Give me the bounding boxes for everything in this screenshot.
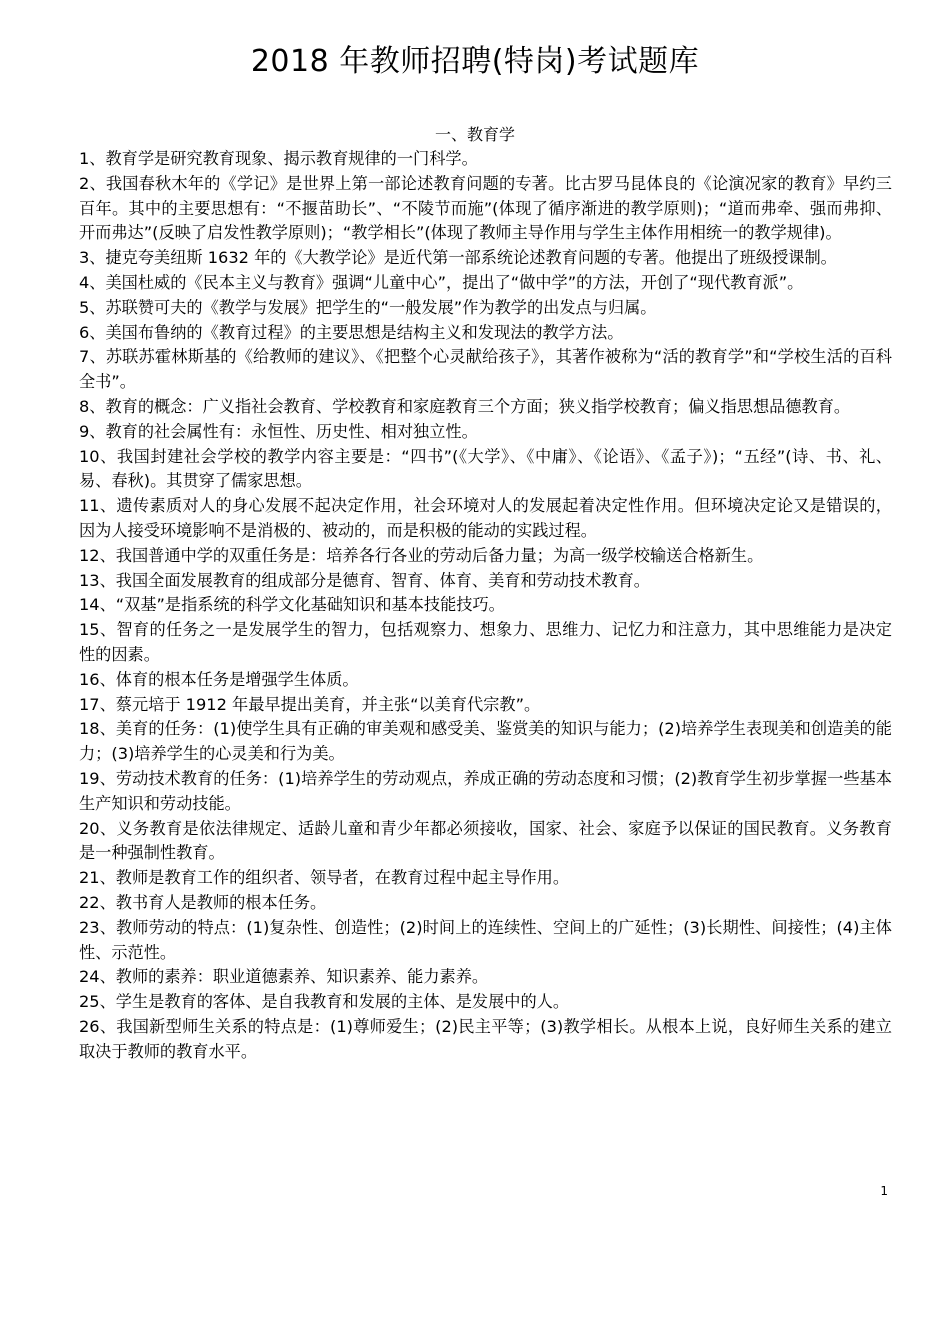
list-item: 22、教书育人是教师的根本任务。 [79, 892, 327, 912]
list-item: 4、美国杜威的《民本主义与教育》强调“儿童中心”，提出了“做中学”的方法，开创了“现代教育派”。 [79, 272, 804, 292]
page-title: 2018 年教师招聘(特岗)考试题库 [250, 44, 700, 79]
list-item: 19、劳动技术教育的任务：(1)培养学生的劳动观点，养成正确的劳动态度和习惯；(2)教育学生初步掌握一些基本生产知识和劳动技能。 [79, 768, 892, 813]
list-item: 23、教师劳动的特点：(1)复杂性、创造性；(2)时间上的连续性、空间上的广延性；(3)长期性、间接性；(4)主体性、示范性。 [79, 917, 892, 962]
list-item: 3、捷克夸美纽斯 1632 年的《大教学论》是近代第一部系统论述教育问题的专著。他提出了班级授课制。 [79, 248, 837, 268]
section-heading: 一、教育学 [434, 125, 515, 144]
list-item: 6、美国布鲁纳的《教育过程》的主要思想是结构主义和发现法的教学方法。 [79, 322, 624, 342]
list-item: 20、义务教育是依法律规定、适龄儿童和青少年都必须接收，国家、社会、家庭予以保证的国民教育。义务教育是一种强制性教育。 [79, 818, 892, 863]
list-item: 14、“双基”是指系统的科学文化基础知识和基本技能技巧。 [79, 595, 505, 615]
list-item: 26、我国新型师生关系的特点是：(1)尊师爱生；(2)民主平等；(3)教学相长。从根本上说，良好师生关系的建立取决于教师的教育水平。 [79, 1016, 892, 1061]
list-item: 24、教师的素养：职业道德素养、知识素养、能力素养。 [79, 967, 489, 987]
list-item: 13、我国全面发展教育的组成部分是德育、智育、体育、美育和劳动技术教育。 [79, 570, 650, 590]
list-item: 5、苏联赞可夫的《教学与发展》把学生的“一般发展”作为教学的出发点与归属。 [79, 297, 657, 317]
list-item: 9、教育的社会属性有：永恒性、历史性、相对独立性。 [79, 421, 478, 441]
question-list [79, 147, 892, 1064]
list-item: 11、遗传素质对人的身心发展不起决定作用，社会环境对人的发展起着决定性作用。但环境决定论又是错误的，因为人接受环境影响不是消极的、被动的，而是积极的能动的实践过程。 [79, 496, 892, 540]
list-item: 15、智育的任务之一是发展学生的智力，包括观察力、想象力、思维力、记忆力和注意力，其中思维能力是决定性的因素。 [79, 620, 892, 664]
list-item: 17、蔡元培于 1912 年最早提出美育，并主张“以美育代宗教”。 [79, 694, 541, 714]
list-item: 2、我国春秋木年的《学记》是世界上第一部论述教育问题的专著。比古罗马昆体良的《论演况家的教育》早约三百年。其中的主要思想有：“不揠苗助长”、“不陵节而施”(体现了循序渐进的教学原则)；“道而弗牵、强而弗抑、开而弗达”(反映了启发性教学原则)；“教学相长”(体现了教师主导作用与学生主体作用相统一的教学规律)。 [79, 173, 892, 243]
list-item: 10、我国封建社会学校的教学内容主要是：“四书”(《大学》、《中庸》、《论语》、《孟子》)；“五经”(诗、书、礼、易、春秋)。其贯穿了儒家思想。 [79, 446, 892, 491]
list-item: 21、教师是教育工作的组织者、领导者，在教育过程中起主导作用。 [79, 868, 570, 888]
list-item: 7、苏联苏霍林斯基的《给教师的建议》、《把整个心灵献给孩子》，其著作被称为“活的教育学”和“学校生活的百科全书”。 [79, 347, 892, 392]
page-number: 1 [880, 1184, 888, 1198]
list-item: 18、美育的任务：(1)使学生具有正确的审美观和感受美、鉴赏美的知识与能力；(2)培养学生表现美和创造美的能力；(3)培养学生的心灵美和行为美。 [79, 719, 892, 764]
list-item: 1、教育学是研究教育现象、揭示教育规律的一门科学。 [79, 149, 478, 168]
list-item: 12、我国普通中学的双重任务是：培养各行各业的劳动后备力量；为高一级学校输送合格新生。 [79, 545, 764, 565]
list-item: 16、体育的根本任务是增强学生体质。 [79, 669, 359, 689]
list-item: 25、学生是教育的客体、是自我教育和发展的主体、是发展中的人。 [79, 992, 570, 1012]
list-item: 8、教育的概念：广义指社会教育、学校教育和家庭教育三个方面；狭义指学校教育；偏义指思想品德教育。 [79, 396, 851, 416]
